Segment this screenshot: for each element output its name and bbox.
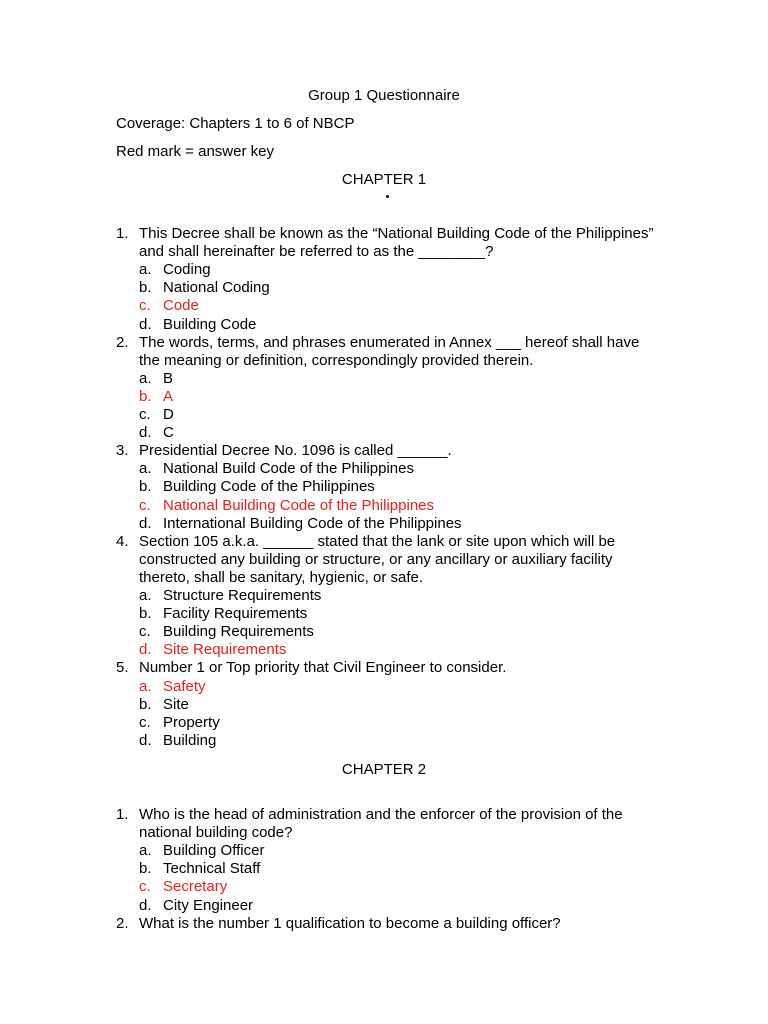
question-number: 2. xyxy=(116,914,129,932)
option-text: Coding xyxy=(163,261,211,279)
option-letter: c. xyxy=(139,496,151,514)
question-number: 3. xyxy=(116,442,129,460)
option-letter: b. xyxy=(139,860,152,878)
question-text: the meaning or definition, correspondingly provided therein. xyxy=(139,351,534,369)
option-text: Structure Requirements xyxy=(163,587,322,604)
option-letter: c. xyxy=(139,878,151,896)
option-text: C xyxy=(163,424,174,442)
question-text: This Decree shall be known as the “National Building Code of the Philippines” xyxy=(139,225,654,242)
option-letter: d. xyxy=(139,896,152,914)
option-letter: b. xyxy=(139,605,152,623)
option-text: Technical Staff xyxy=(163,860,261,878)
option-text: National Build Code of the Philippines xyxy=(163,460,414,478)
option-letter: d. xyxy=(139,731,152,749)
option-text: City Engineer xyxy=(163,896,254,914)
question-text: constructed any building or structure, or any ancillary or auxiliary facility xyxy=(139,550,613,568)
answer-key-legend: Red mark = answer key xyxy=(116,143,274,160)
question-text: Presidential Decree No. 1096 is called ______. xyxy=(139,442,452,460)
question-number: 4. xyxy=(116,532,129,550)
coverage-line: Coverage: Chapters 1 to 6 of NBCP xyxy=(116,115,355,132)
option-letter: d. xyxy=(139,315,152,333)
option-letter: a. xyxy=(139,587,152,604)
option-letter: d. xyxy=(139,641,152,659)
option-text: A xyxy=(163,387,174,405)
option-text: Building Officer xyxy=(163,842,265,860)
option-text: Building xyxy=(163,731,217,749)
option-letter: c. xyxy=(139,406,151,423)
question-text: thereto, shall be sanitary, hygienic, or safe. xyxy=(139,568,424,586)
question-text: Number 1 or Top priority that Civil Engineer to consider. xyxy=(139,659,507,677)
option-letter: a. xyxy=(139,460,152,478)
option-text: Building Code of the Philippines xyxy=(163,478,375,496)
question-text: Section 105 a.k.a. ______ stated that the lank or site upon which will be xyxy=(139,532,616,550)
document-title: Group 1 Questionnaire xyxy=(308,87,460,104)
option-text: Site xyxy=(163,695,189,713)
question-number: 1. xyxy=(116,225,129,242)
question-number: 2. xyxy=(116,333,129,351)
option-letter: b. xyxy=(139,695,152,713)
option-text: Code xyxy=(163,297,199,315)
question-number: 1. xyxy=(116,806,129,823)
option-letter: a. xyxy=(139,369,152,387)
option-letter: b. xyxy=(139,478,152,496)
option-text: Safety xyxy=(163,677,206,695)
question-text: Who is the head of administration and the enforcer of the provision of the xyxy=(139,806,623,823)
question-text: and shall hereinafter be referred to as the ________? xyxy=(139,243,494,261)
question-text: What is the number 1 qualification to become a building officer? xyxy=(139,914,561,932)
option-text: International Building Code of the Philippines xyxy=(163,514,462,532)
option-text: National Coding xyxy=(163,279,270,297)
question-text: national building code? xyxy=(139,824,293,842)
bullet-dot xyxy=(386,195,389,198)
option-text: Facility Requirements xyxy=(163,605,308,623)
option-text: Secretary xyxy=(163,878,228,896)
option-letter: b. xyxy=(139,387,152,405)
option-letter: c. xyxy=(139,623,151,641)
option-text: National Building Code of the Philippines xyxy=(163,496,435,514)
option-letter: a. xyxy=(139,842,152,860)
option-letter: d. xyxy=(139,514,152,532)
question-number: 5. xyxy=(116,659,129,677)
option-letter: a. xyxy=(139,261,152,279)
option-letter: c. xyxy=(139,297,151,315)
option-letter: d. xyxy=(139,424,152,442)
option-text: Property xyxy=(163,713,220,731)
option-letter: a. xyxy=(139,677,152,695)
option-text: B xyxy=(163,369,174,387)
option-text: Building Requirements xyxy=(163,623,314,641)
option-text: Site Requirements xyxy=(163,641,287,659)
chapter-heading: CHAPTER 2 xyxy=(341,761,427,778)
chapter-heading: CHAPTER 1 xyxy=(341,171,427,188)
option-text: Building Code xyxy=(163,315,257,333)
question-text: The words, terms, and phrases enumerated in Annex ___ hereof shall have xyxy=(139,333,640,351)
option-text: D xyxy=(163,406,174,423)
option-letter: c. xyxy=(139,713,151,731)
option-letter: b. xyxy=(139,279,152,297)
